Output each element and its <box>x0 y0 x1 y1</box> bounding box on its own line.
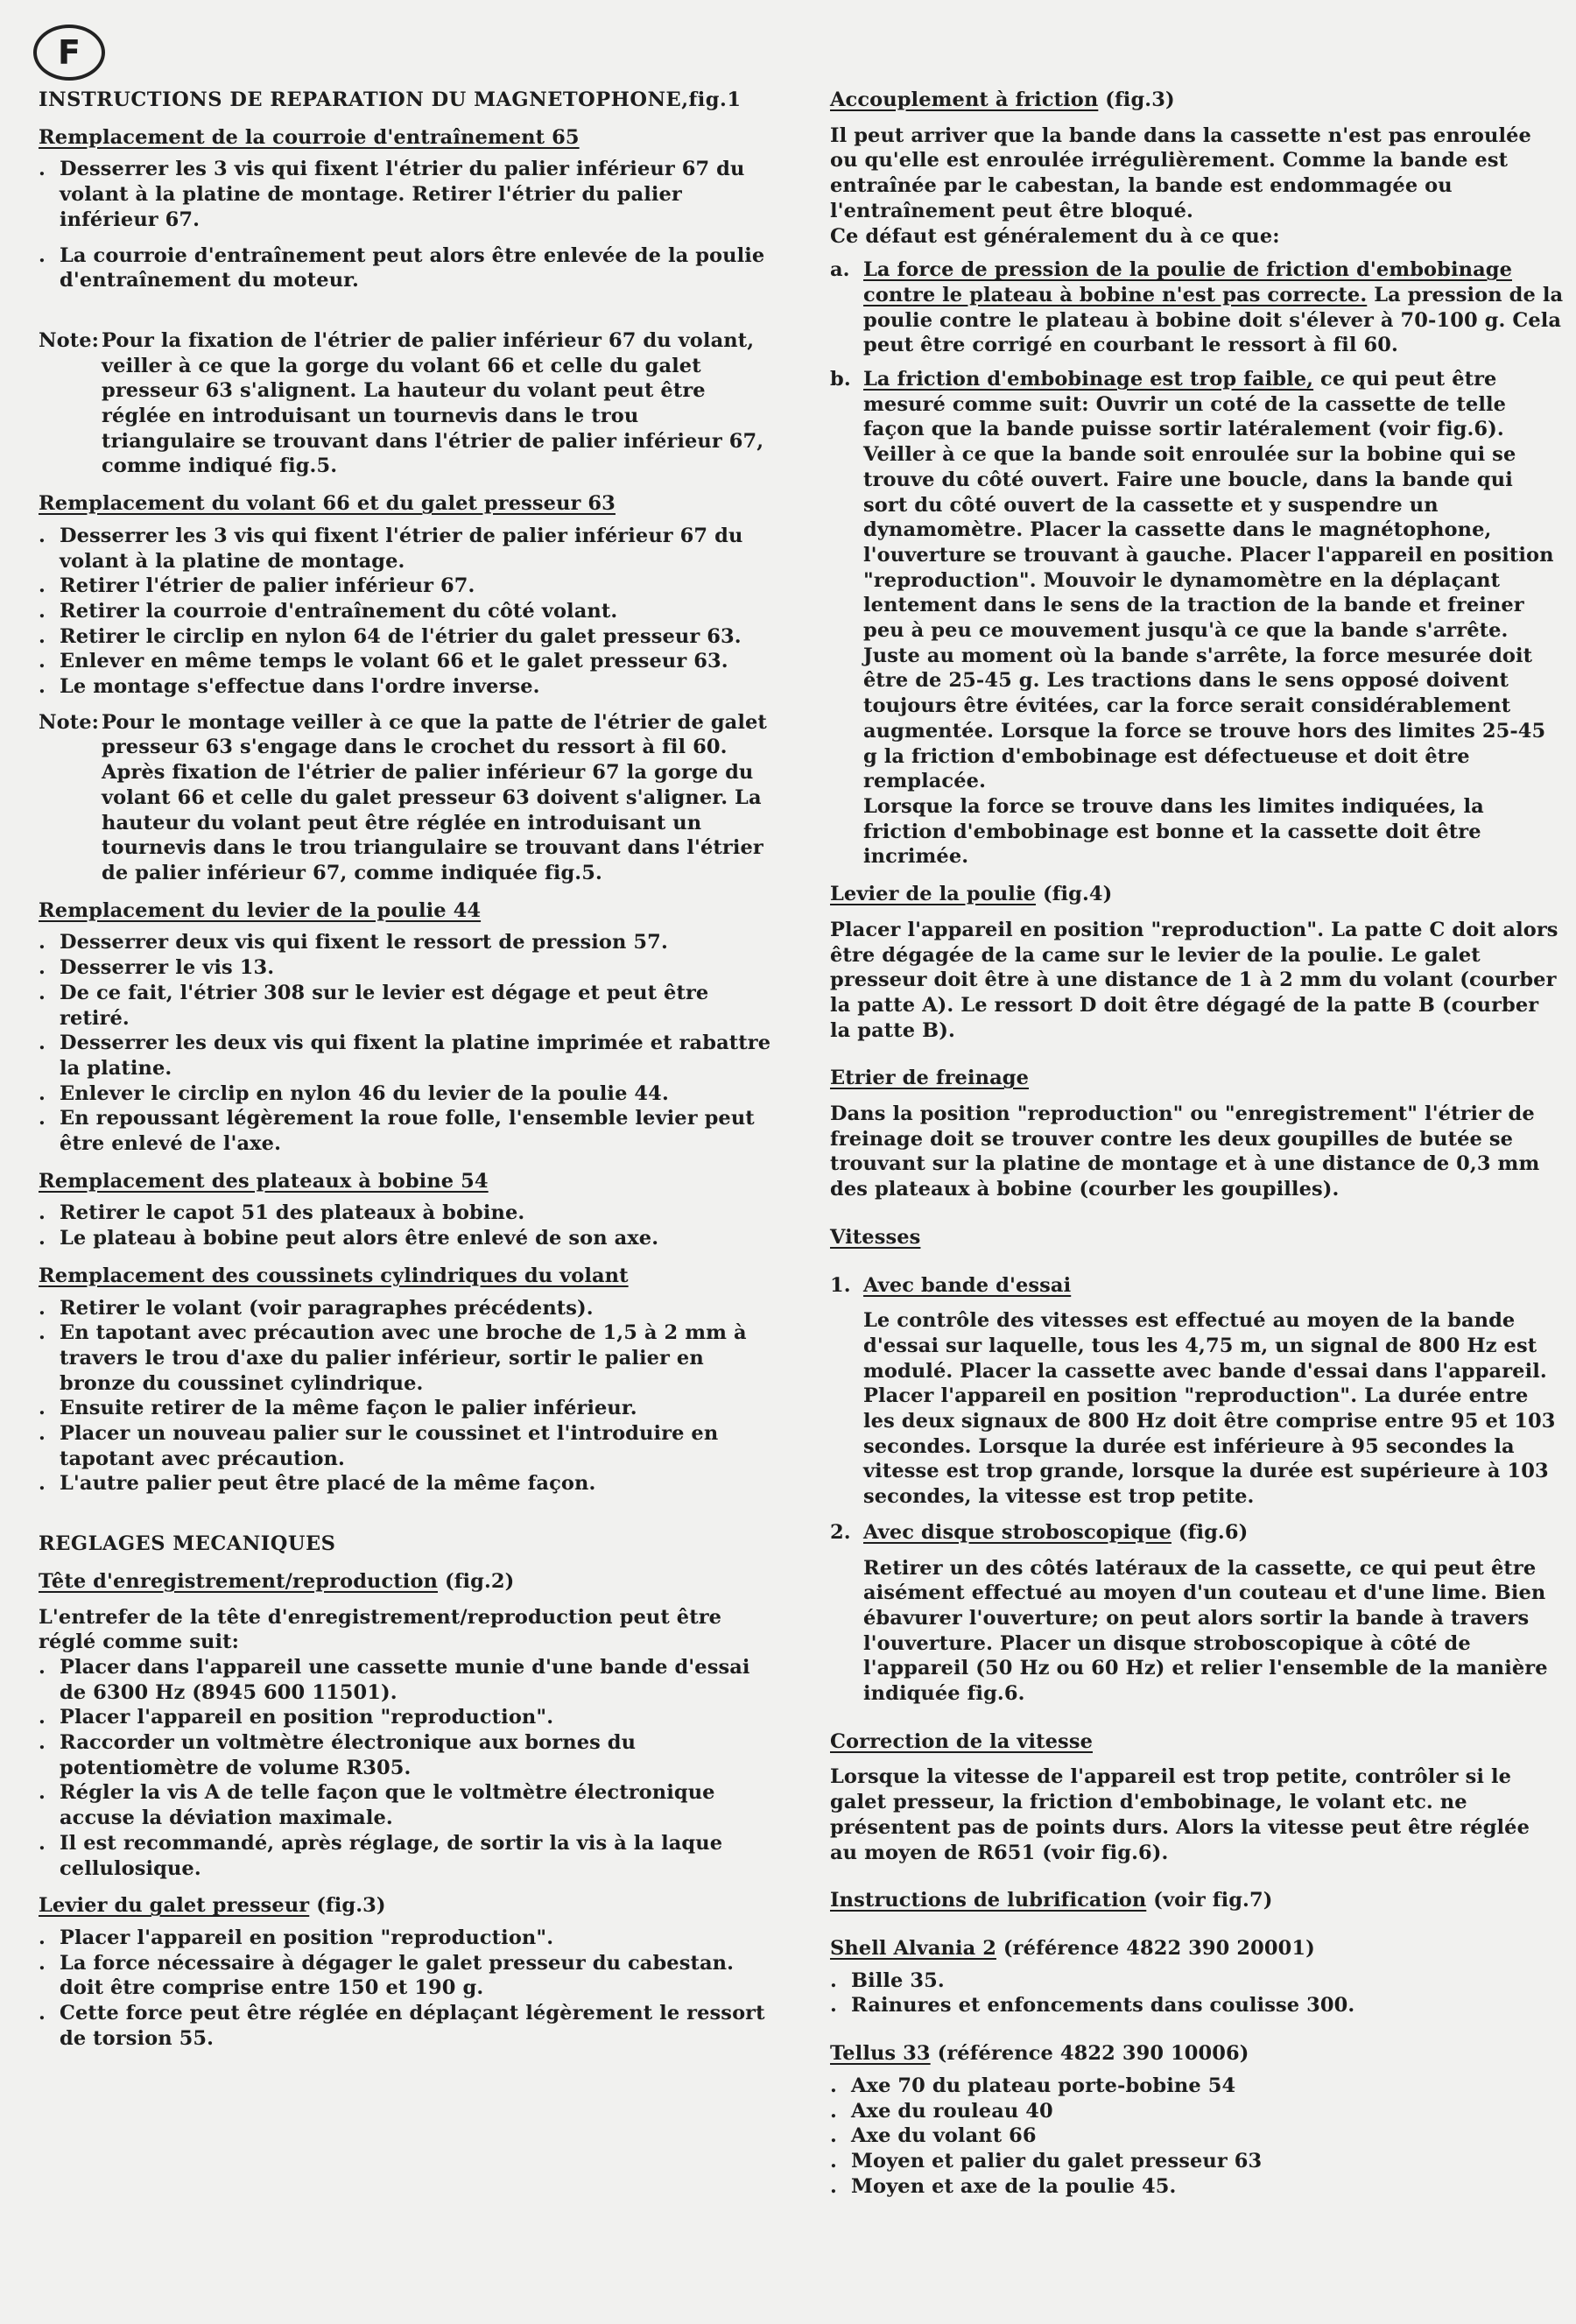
list-item: . Retirer la courroie d'entraînement du côté volant. <box>39 599 776 624</box>
section-tellus <box>830 2041 1564 2199</box>
section-heading-line <box>39 1569 776 1595</box>
figure-ref: (voir fig.7) <box>1153 1889 1273 1912</box>
section-heading: Etrier de freinage <box>830 1067 1030 1090</box>
item-marker: b. <box>830 368 851 391</box>
figure-ref: (fig.4) <box>1042 883 1113 906</box>
list-item: . Il est recommandé, après réglage, de sortir la vis à la laque cellulosique. <box>39 1831 776 1881</box>
list-item: . Desserrer les 3 vis qui fixent l'étrier du palier inférieur 67 du volant à la platine de montage. Retirer l'étrier du palier inférieur 67. <box>39 157 776 232</box>
list-item: . Raccorder un voltmètre électronique aux bornes du potentiomètre de volume R305. <box>39 1730 776 1780</box>
list-item: . Régler la vis A de telle façon que le voltmètre électronique accuse la déviation maximale. <box>39 1780 776 1830</box>
list-item: . Desserrer le vis 13. <box>39 955 776 981</box>
figure-ref: (fig.3) <box>316 1894 386 1918</box>
section-lubrification <box>830 1888 1564 1913</box>
section-heading: Shell Alvania 2 <box>830 1937 996 1960</box>
section-heading: Remplacement du levier de la poulie 44 <box>39 898 482 922</box>
list-item: . Axe du rouleau 40 <box>830 2099 1564 2124</box>
note-text: Pour la fixation de l'étrier de palier inférieur 67 du volant, veiller à ce que la gorge du volant 66 et celle du galet presseur 63 s'alignent. La hauteur du volant peut être réglée en introduisant un tournevis dans le trou triangulaire se trouvant dans l'étrier de palier inférieur 67, comme indiqué fig.5. <box>102 328 764 478</box>
section-heading: Accouplement à friction <box>830 88 1099 111</box>
bullet-list <box>39 524 776 700</box>
list-item: . Le montage s'effectue dans l'ordre inverse. <box>39 674 776 700</box>
item-marker: 2. <box>830 1520 851 1544</box>
list-item: . Retirer le volant (voir paragraphes précédents). <box>39 1296 776 1321</box>
list-item: . Placer dans l'appareil une cassette munie d'une bande d'essai de 6300 Hz (8945 600 11501). <box>39 1655 776 1705</box>
list-item: . Le plateau à bobine peut alors être enlevé de son axe. <box>39 1226 776 1251</box>
list-item: . Enlever le circlip en nylon 46 du levier de la poulie 44. <box>39 1081 776 1107</box>
list-item: . Retirer le capot 51 des plateaux à bobine. <box>39 1201 776 1226</box>
item-heading: La friction d'embobinage est trop faible, <box>863 368 1314 391</box>
paragraph: Retirer un des côtés latéraux de la cassette, ce qui peut être aisément effectué au moyen d'un couteau et d'une lime. Bien ébavurer l'ouverture; on peut alors sortir la bande à travers l'ouverture. Placer un disque stroboscopique à côté de l'appareil (50 Hz ou 60 Hz) et relier l'ensemble de la manière indiquée fig.6. <box>863 1556 1548 1706</box>
item-marker: a. <box>830 258 850 282</box>
list-item: . Moyen et palier du galet presseur 63 <box>830 2149 1564 2174</box>
note-block <box>39 328 776 479</box>
list-item: . De ce fait, l'étrier 308 sur le levier est dégage et peut être retiré. <box>39 981 776 1031</box>
paragraph: Dans la position "reproduction" ou "enregistrement" l'étrier de freinage doit se trouver contre les deux goupilles de butée se trouvant sur la platine de montage et à une distance de 0,3 mm des plateaux à bobine (courber les goupilles). <box>830 1102 1540 1201</box>
section-coussinets <box>39 1264 776 1497</box>
section-heading-line <box>39 1893 776 1919</box>
paragraph: Ce défaut est généralement du à ce que: <box>830 224 1280 248</box>
document-title: INSTRUCTIONS DE REPARATION DU MAGNETOPHONE,fig.1 <box>39 88 742 111</box>
bullet-list <box>830 1968 1564 2018</box>
section-tete <box>39 1569 776 1881</box>
list-item: . Moyen et axe de la poulie 45. <box>830 2174 1564 2200</box>
sub-heading-line <box>863 1520 1248 1546</box>
paragraph: Placer l'appareil en position "reproduction". La patte C doit alors être dégagée de la came sur le levier de la poulie. Le galet presseur doit être à une distance de 1 à 2 mm du volant (courber la patte A). Le ressort D doit être dégagé de la patte B (courber la patte B). <box>830 918 1558 1042</box>
section-heading-line <box>830 882 1564 907</box>
section-accouplement <box>830 88 1564 870</box>
note-block <box>39 710 776 886</box>
section-heading: Remplacement du volant 66 et du galet presseur 63 <box>39 492 616 516</box>
right-column <box>830 88 1564 2199</box>
list-item: . La courroie d'entraînement peut alors être enlevée de la poulie d'entraînement du moteur. <box>39 243 776 293</box>
bullet-list <box>39 1296 776 1497</box>
section-plateaux <box>39 1169 776 1251</box>
section-vitesses <box>830 1225 1564 1707</box>
paragraph: Juste au moment où la bande s'arrête, la force mesurée doit être de 25-45 g. Les tractions dans le sens opposé doivent toujours être évitées, car la force serait considérablement augmentée. Lorsque la force se trouve hors des limites 25-45 g la friction d'embobinage est défectueuse et doit être remplacée. <box>863 644 1546 793</box>
list-item: . Placer l'appareil en position "reproduction". <box>39 1926 776 1951</box>
section-alvania <box>830 1936 1564 2018</box>
figure-ref: (fig.6) <box>1178 1520 1249 1544</box>
reglages-title: REGLAGES MECANIQUES <box>39 1532 336 1556</box>
paragraph: Il peut arriver que la bande dans la cassette n'est pas enroulée ou qu'elle est enroulée irrégulièrement. Comme la bande est entraînée par le cabestan, la bande est endommagée ou l'entraînement peut être bloqué. <box>830 123 1531 222</box>
section-heading: Remplacement de la courroie d'entraînement 65 <box>39 125 580 149</box>
section-heading-line <box>830 2041 1564 2067</box>
item-text <box>863 257 1564 358</box>
paragraph: Lorsque la vitesse de l'appareil est trop petite, contrôler si le galet presseur, la friction d'embobinage, le volant etc. ne présentent pas de points durs. Alors la vitesse peut être réglée au moyen de R651 (voir fig.6). <box>830 1765 1530 1864</box>
sub-heading: Avec disque stroboscopique <box>863 1520 1171 1544</box>
section-courroie <box>39 125 776 479</box>
figure-ref: (fig.3) <box>1105 88 1175 111</box>
list-item: . En tapotant avec précaution avec une broche de 1,5 à 2 mm à travers le trou d'axe du palier inférieur, sortir le palier en bronze du coussinet cylindrique. <box>39 1320 776 1396</box>
section-levier-poulie <box>39 898 776 1157</box>
section-heading: Tellus 33 <box>830 2042 931 2066</box>
item-heading: La force de pression de la poulie de friction d'embobinage contre le plateau à bobine n'est pas correcte. <box>863 258 1513 306</box>
list-item: . Retirer le circlip en nylon 64 de l'étrier du galet presseur 63. <box>39 624 776 650</box>
section-heading: Levier de la poulie <box>830 883 1037 906</box>
list-item: . Axe du volant 66 <box>830 2123 1564 2149</box>
list-item: . Bille 35. <box>830 1968 1564 1994</box>
list-item: . Placer un nouveau palier sur le coussinet et l'introduire en tapotant avec précaution. <box>39 1421 776 1471</box>
language-badge: F <box>33 25 105 81</box>
bullet-list <box>39 1201 776 1250</box>
section-heading-line <box>830 88 1564 113</box>
item-text <box>863 367 1564 870</box>
list-item: . Enlever en même temps le volant 66 et le galet presseur 63. <box>39 649 776 674</box>
item-body: ce qui peut être mesuré comme suit: Ouvrir un coté de la cassette de telle façon que la bande puisse sortir latéralement (voir fig.6). Veiller à ce que la bande soit enroulée sur la bobine qui se trouve du côté ouvert. Faire une boucle, dans la bande qui sort du côté ouvert de la cassette et y suspendre un dynamomètre. Placer la cassette dans le magnétophone, l'ouverture se trouvant à gauche. Placer l'appareil en position "reproduction". Mouvoir le dynamomètre en la déplaçant lentement dans le sens de la traction de la bande et freiner peu à peu ce mouvement jusqu'à ce que la bande s'arrête. <box>863 368 1554 643</box>
list-item: . Retirer l'étrier de palier inférieur 67. <box>39 574 776 599</box>
note-label: Note: <box>39 328 100 352</box>
reference-number: (référence 4822 390 20001) <box>1003 1937 1315 1960</box>
section-levier-poulie-r <box>830 882 1564 1043</box>
bullet-list <box>39 1655 776 1881</box>
section-heading: Levier du galet presseur <box>39 1894 310 1918</box>
lettered-item-a <box>830 257 1564 358</box>
list-item: . En repoussant légèrement la roue folle, l'ensemble levier peut être enlevé de l'axe. <box>39 1106 776 1156</box>
reference-number: (référence 4822 390 10006) <box>937 2042 1249 2066</box>
section-heading-line <box>830 1888 1564 1913</box>
bullet-list <box>39 930 776 1156</box>
paragraph: Lorsque la force se trouve dans les limites indiquées, la friction d'embobinage est bonne et la cassette doit être incrimée. <box>863 794 1484 869</box>
note-label: Note: <box>39 710 100 734</box>
section-correction <box>830 1729 1564 1866</box>
list-item: . Cette force peut être réglée en déplaçant légèrement le ressort de torsion 55. <box>39 2001 776 2051</box>
section-heading: Vitesses <box>830 1225 921 1249</box>
list-item: . Desserrer deux vis qui fixent le ressort de pression 57. <box>39 930 776 955</box>
paragraph: L'entrefer de la tête d'enregistrement/reproduction peut être réglé comme suit: <box>39 1605 722 1654</box>
list-item: . Rainures et enfoncements dans coulisse 300. <box>830 1993 1564 2018</box>
list-item: . Ensuite retirer de la même façon le palier inférieur. <box>39 1396 776 1421</box>
list-item: . Axe 70 du plateau porte-bobine 54 <box>830 2074 1564 2099</box>
section-heading: Tête d'enregistrement/reproduction <box>39 1569 439 1593</box>
item-marker: 1. <box>830 1273 851 1297</box>
note-text: Pour le montage veiller à ce que la patte de l'étrier de galet presseur 63 s'engage dans le crochet du ressort à fil 60. Après fixation de l'étrier de palier inférieur 67 la gorge du volant 66 et celle du galet presseur 63 doivent s'aligner. La hauteur du volant peut être réglée en introduisant un tournevis dans le trou triangulaire se trouvant dans l'étrier de palier inférieur 67, comme indiquée fig.5. <box>102 710 767 884</box>
section-heading: Correction de la vitesse <box>830 1729 1093 1753</box>
list-item: . La force nécessaire à dégager le galet presseur du cabestan. doit être comprise entre 150 et 190 g. <box>39 1951 776 2001</box>
section-heading: Instructions de lubrification <box>830 1889 1147 1912</box>
bullet-list <box>830 2074 1564 2200</box>
left-column <box>39 88 776 2052</box>
section-etrier <box>830 1066 1564 1202</box>
lettered-item-b <box>830 367 1564 870</box>
list-item: . Desserrer les 3 vis qui fixent l'étrier de palier inférieur 67 du volant à la platine de montage. <box>39 524 776 574</box>
section-heading: Remplacement des plateaux à bobine 54 <box>39 1169 489 1193</box>
sub-heading-2 <box>830 1520 1564 1546</box>
bullet-list <box>39 157 776 293</box>
figure-ref: (fig.2) <box>444 1569 515 1593</box>
section-heading: Remplacement des coussinets cylindriques du volant <box>39 1264 629 1287</box>
sub-heading-1 <box>830 1273 1564 1299</box>
paragraph: Le contrôle des vitesses est effectué au moyen de la bande d'essai sur laquelle, tous les 4,75 m, un signal de 800 Hz est modulé. Placer la cassette avec bande d'essai dans l'appareil. Placer l'appareil en position "reproduction". La durée entre les deux signaux de 800 Hz doit être comprise entre 95 et 103 secondes. Lorsque la durée est inférieure à 95 secondes la vitesse est trop grande, lorsque la durée est supérieure à 103 secondes, la vitesse est trop petite. <box>863 1309 1556 1509</box>
list-item: . Placer l'appareil en position "reproduction". <box>39 1705 776 1730</box>
bullet-list <box>39 1926 776 2052</box>
list-item: . L'autre palier peut être placé de la même façon. <box>39 1471 776 1497</box>
section-heading-line <box>830 1936 1564 1961</box>
sub-heading: Avec bande d'essai <box>863 1273 1072 1297</box>
list-item: . Desserrer les deux vis qui fixent la platine imprimée et rabattre la platine. <box>39 1031 776 1081</box>
section-volant <box>39 491 776 886</box>
item-body: La pression de la poulie contre le plateau à bobine doit s'élever à 70-100 g. Cela peut être corrigé en courbant le ressort à fil 60. <box>863 283 1564 357</box>
section-levier-galet <box>39 1893 776 2051</box>
